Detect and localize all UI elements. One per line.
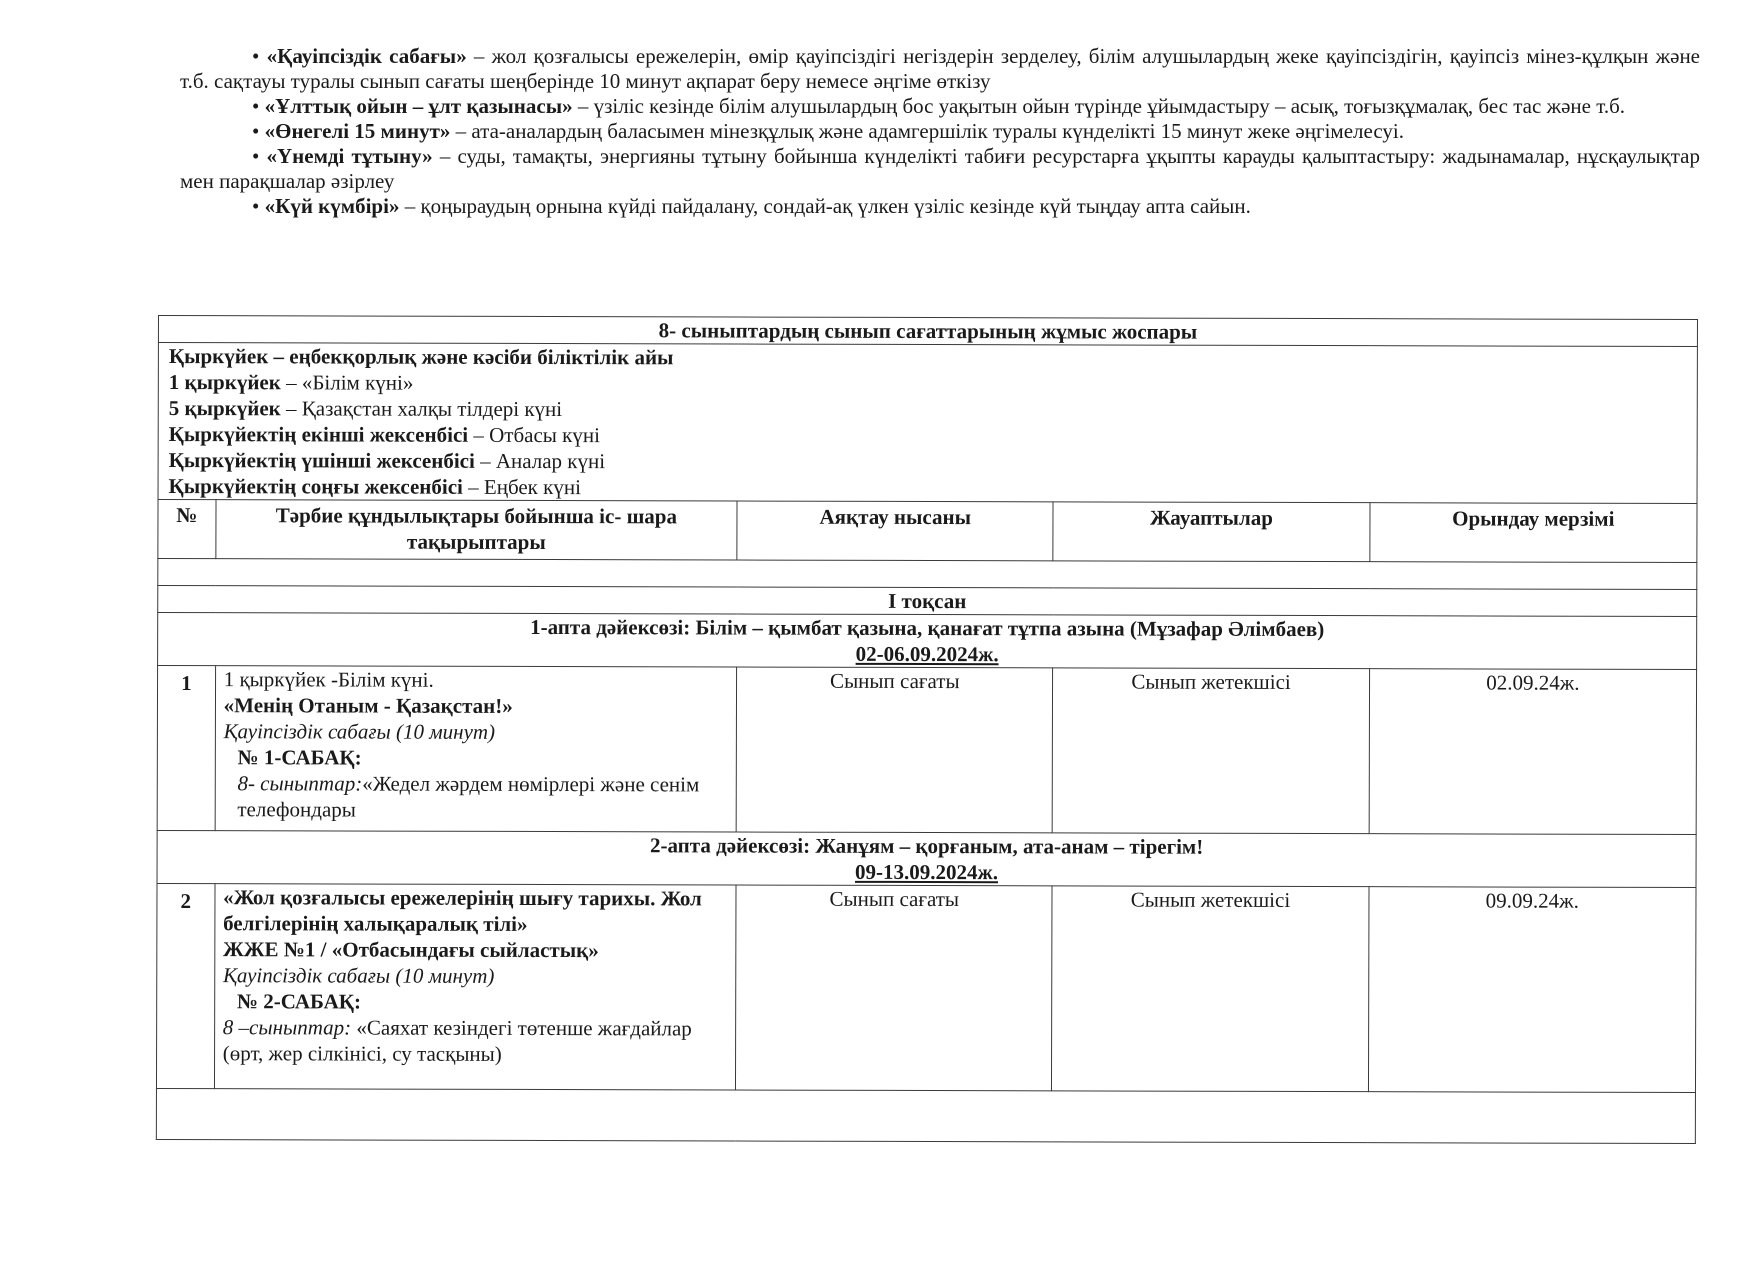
intro-item: • «Үнемді тұтыну» – суды, тамақты, энергияны тұтыну бойынша күнделікті табиғи ресурстарға ұқыпты карауды қалыптастыру: жадынамалар, нұсқаулықтар мен парақшалар әзірлеу — [180, 144, 1701, 193]
week-motto-row — [157, 830, 1696, 887]
month-event: Қыркүйектің екінші жексенбісі – Отбасы күні — [168, 422, 600, 448]
month-heading: Қыркүйек – еңбекқорлық және кәсіби біліктілік айы — [168, 344, 674, 370]
month-block — [158, 343, 1697, 504]
row-num: 1 — [157, 666, 215, 831]
week-motto: 1-апта дәйексөзі: Білім – қымбат қазына, қанағат тұтпа азына (Мұзафар Әлімбаев) — [530, 614, 1325, 642]
quarter-label: І тоқсан — [158, 586, 1697, 617]
row-num: 2 — [156, 883, 214, 1088]
header-form: Аяқтау нысаны — [737, 501, 1053, 561]
row-responsible: Сынып жетекшісі — [1052, 886, 1369, 1092]
month-event: 5 қыркүйек – Қазақстан халқы тілдері күні — [168, 396, 563, 422]
week-dates: 09-13.09.2024ж. — [855, 859, 999, 885]
row-responsible: Сынып жетекшісі — [1053, 668, 1370, 834]
intro-item: • «Өнегелі 15 минут» – ата-аналардың баласымен мінезқұлық және адамгершілік туралы күнделікті 15 минут жеке әңгімелесуі. — [252, 119, 1404, 143]
row-form: Сынып сағаты — [736, 885, 1053, 1091]
row-topic: «Жол қозғалысы ережелерінің шығу тарихы. Жол белгілерінің халықаралық тілі» ЖЖЕ №1 / «Отбасындағы сыйластық» Қауіпсіздік сабағы (10 минут) № 2-САБАҚ: 8 –сыныптар: «Саяхат кезіндегі төтенше жағдайлар (өрт, жер сілкінісі, су тасқыны) — [214, 884, 736, 1090]
intro-item: • «Ұлттық ойын – ұлт қазынасы» – үзіліс кезінде білім алушылардың бос уақытын ойын түрінде ұйымдастыру – асық, тоғызқұмалақ, бес тас және т.б. — [252, 94, 1625, 118]
header-deadline: Орындау мерзімі — [1369, 503, 1697, 563]
table-row — [157, 666, 1696, 835]
work-plan-table — [156, 315, 1698, 1144]
month-event: 1 қыркүйек – «Білім күні» — [168, 370, 414, 395]
intro-item: • «Күй күмбірі» – қоңыраудың орнына күйді пайдалану, сондай-ақ үлкен үзіліс кезінде күй тыңдау апта сайын. — [252, 194, 1251, 218]
row-form: Сынып сағаты — [736, 667, 1053, 833]
header-num: № — [158, 500, 216, 559]
week-motto: 2-апта дәйексөзі: Жанұям – қорғаным, ата-анам – тірегім! — [649, 833, 1204, 859]
row-topic: 1 қыркүйек -Білім күні. «Менің Отаным - Қазақстан!» Қауіпсіздік сабағы (10 минут) № 1-САБАҚ: 8- сыныптар:«Жедел жәрдем нөмірлері және сенім телефондары — [215, 666, 737, 832]
blank-row — [158, 559, 1697, 590]
intro-list — [180, 44, 1700, 219]
table-header-row — [158, 500, 1697, 563]
table-row — [156, 883, 1696, 1092]
header-responsible: Жауаптылар — [1053, 502, 1369, 562]
month-event: Қыркүйектің соңғы жексенбісі – Еңбек күні — [168, 474, 581, 500]
week-dates: 02-06.09.2024ж. — [855, 641, 999, 667]
table-title: 8- сыныптардың сынып сағаттарының жұмыс жоспары — [158, 316, 1697, 347]
row-deadline: 09.09.24ж. — [1368, 887, 1696, 1093]
header-topic: Тәрбие құндылықтары бойынша іс- шара тақырыптары — [216, 500, 738, 560]
row-deadline: 02.09.24ж. — [1369, 669, 1697, 835]
month-event: Қыркүйектің үшінші жексенбісі – Аналар күні — [168, 448, 606, 474]
week-motto-row — [158, 613, 1697, 670]
intro-item: • «Қауіпсіздік сабағы» – жол қозғалысы ережелерін, өмір қауіпсіздігі негіздерін зерделеу, білім алушылардың жеке қауіпсіздігін, қауіпсіз мінез-құлқын және т.б. сақтауы туралы сынып сағаты шеңберінде 10 минут ақпарат беру немесе әңгіме өткізу — [180, 44, 1700, 93]
empty-row — [156, 1088, 1695, 1143]
